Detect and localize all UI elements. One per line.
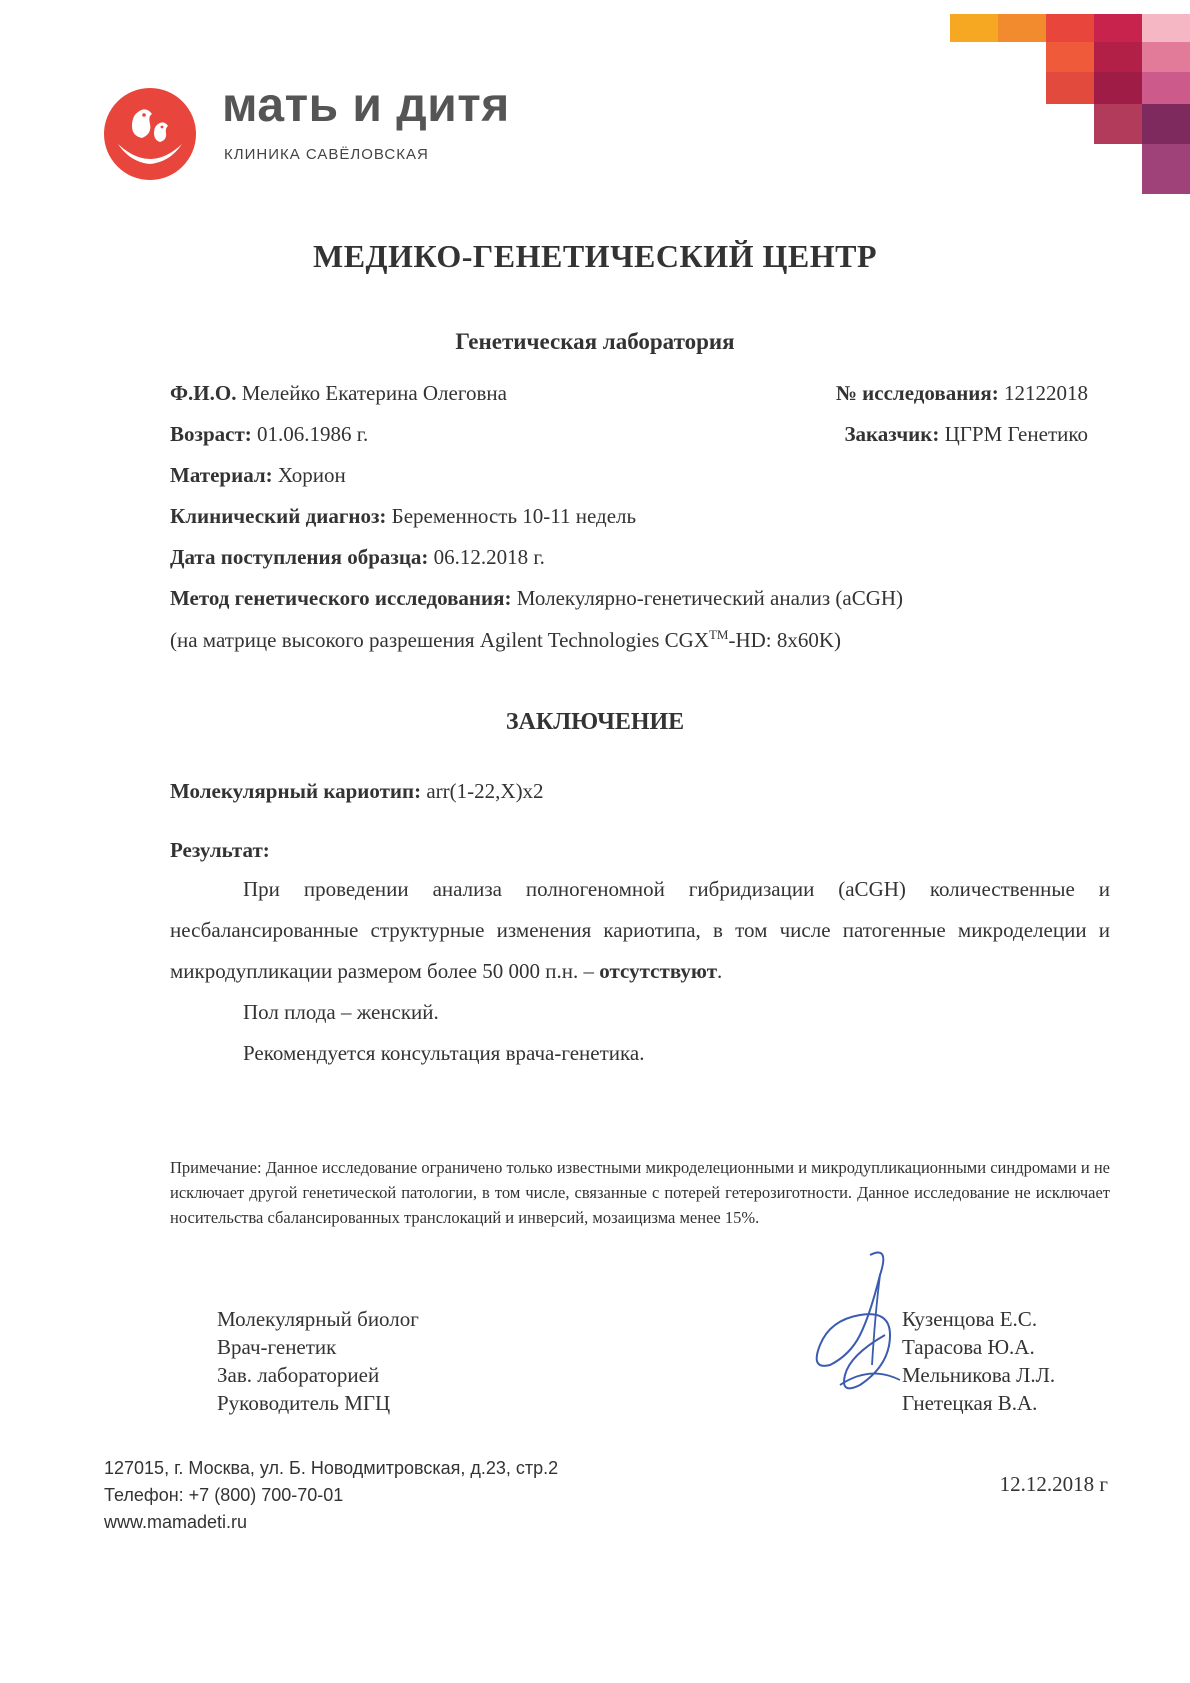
age-label: Возраст: xyxy=(170,422,252,446)
study-value: 12122018 xyxy=(1004,381,1088,405)
footer-phone: Телефон: +7 (800) 700-70-01 xyxy=(104,1485,344,1505)
customer-label: Заказчик: xyxy=(844,422,940,446)
birds-nest-logo-icon xyxy=(100,82,200,182)
role-item: Врач-генетик xyxy=(217,1335,337,1359)
fio-value: Мелейко Екатерина Олеговна xyxy=(241,381,507,405)
diagnosis-label: Клинический диагноз: xyxy=(170,504,387,528)
sample-date-label: Дата поступления образца: xyxy=(170,545,429,569)
decorative-mosaic xyxy=(950,14,1190,194)
sample-date-value: 06.12.2018 г. xyxy=(433,545,545,569)
method-detail-row xyxy=(170,627,841,653)
conclusion-heading: ЗАКЛЮЧЕНИЕ xyxy=(505,709,685,735)
material-value: Хорион xyxy=(277,463,346,487)
fetal-sex: Пол плода – женский. xyxy=(243,1000,439,1024)
page-title: МЕДИКО-ГЕНЕТИЧЕСКИЙ ЦЕНТР xyxy=(312,238,877,274)
method-detail-a: (на матрице высокого разрешения Agilent Technologies CGX xyxy=(170,628,709,652)
result-end: . xyxy=(717,959,723,983)
customer-value: ЦГРМ Генетико xyxy=(944,422,1088,446)
diagnosis-row xyxy=(170,504,636,529)
karyotype-label: Молекулярный кариотип: xyxy=(170,779,422,803)
patient-fio-row xyxy=(170,381,507,406)
method-detail-b: -HD: 8x60K) xyxy=(728,628,842,652)
signature-names xyxy=(902,1305,1055,1417)
method-row xyxy=(170,586,903,611)
name-item: Кузенцова Е.С. xyxy=(902,1307,1038,1331)
footer-address: 127015, г. Москва, ул. Б. Новодмитровская, д.23, стр.2 xyxy=(104,1458,559,1478)
study-label: № исследования: xyxy=(835,381,999,405)
karyotype-row xyxy=(170,779,544,804)
name-item: Гнетецкая В.А. xyxy=(902,1391,1038,1415)
name-item: Тарасова Ю.А. xyxy=(902,1335,1035,1359)
role-item: Руководитель МГЦ xyxy=(217,1391,391,1415)
role-item: Зав. лабораторией xyxy=(217,1363,380,1387)
footer-contacts xyxy=(104,1455,558,1536)
result-paragraph xyxy=(170,869,1110,992)
result-bold: отсутствуют xyxy=(599,959,718,983)
material-label: Материал: xyxy=(170,463,273,487)
age-row xyxy=(170,422,368,447)
footnote: Примечание: Данное исследование ограничено только известными микроделеционными и микродупликационными синдромами и не исключает другой генетической патологии, в том числе, связанные с потерей гетерозиготности. Данное исследование не исключает носительства сбалансированных транслокаций и инверсий, мозаицизма менее 15%. xyxy=(170,1158,1110,1227)
recommendation: Рекомендуется консультация врача-генетика. xyxy=(243,1041,645,1065)
result-text: При проведении анализа полногеномной гибридизации (aCGH) количественные и несбалансированные структурные изменения кариотипа, в том числе патогенные микроделеции и микродупликации размером более 50 000 п.н. – xyxy=(170,877,1110,983)
customer-row xyxy=(844,422,1088,447)
study-number-row xyxy=(836,381,1088,406)
document-date: 12.12.2018 г xyxy=(999,1472,1108,1496)
brand-name: мать и дитя xyxy=(222,79,510,132)
sample-date-row xyxy=(170,545,545,570)
footer-website[interactable]: www.mamadeti.ru xyxy=(104,1512,248,1532)
name-item: Мельникова Л.Л. xyxy=(902,1363,1056,1387)
role-item: Молекулярный биолог xyxy=(217,1307,419,1331)
diagnosis-value: Беременность 10-11 недель xyxy=(391,504,637,528)
method-label: Метод генетического исследования: xyxy=(170,586,512,610)
fio-label: Ф.И.О. xyxy=(170,381,237,405)
brand-subtitle: КЛИНИКА САВЁЛОВСКАЯ xyxy=(224,146,429,163)
method-detail-sup: TM xyxy=(708,627,729,642)
age-value: 01.06.1986 г. xyxy=(257,422,369,446)
method-value: Молекулярно-генетический анализ (aCGH) xyxy=(516,586,904,610)
material-row xyxy=(170,463,346,488)
result-label: Результат: xyxy=(170,838,270,862)
karyotype-value: arr(1-22,X)x2 xyxy=(426,779,544,803)
lab-subtitle: Генетическая лаборатория xyxy=(455,329,735,354)
signature-roles xyxy=(217,1305,419,1417)
